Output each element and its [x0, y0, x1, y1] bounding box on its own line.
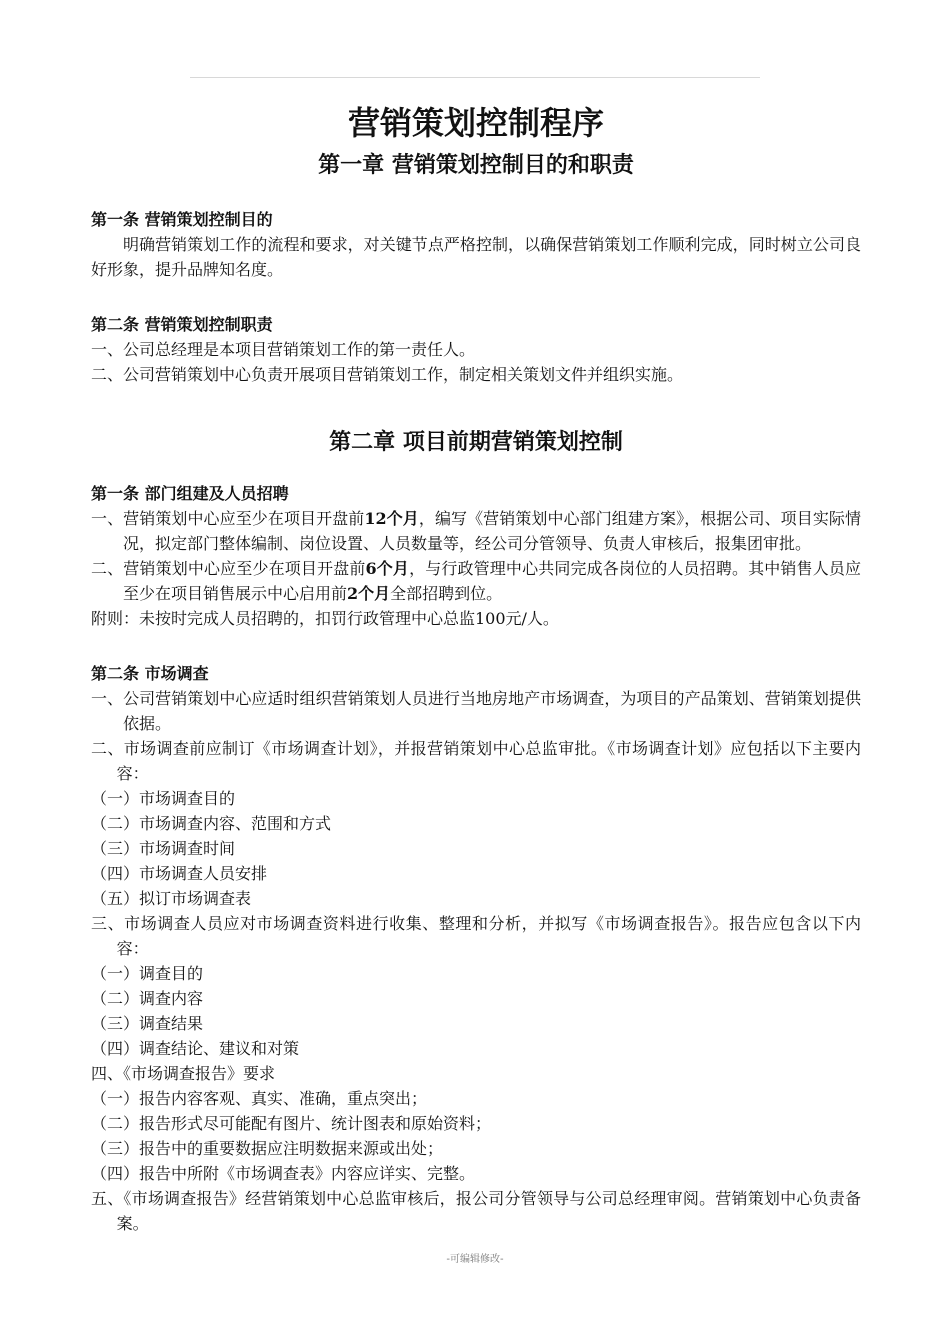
chapter1-article2-item: 一、公司总经理是本项目营销策划工作的第一责任人。	[91, 340, 476, 359]
page-footer: -可编辑修改-	[446, 1254, 504, 1265]
document-body	[91, 98, 861, 1236]
chapter2-article1-para2: 二、营销策划中心应至少在项目开盘前6个月，与行政管理中心共同完成各岗位的人员招聘。其中销售人员应至少在项目销售展示中心启用前2个月全部招聘到位。	[91, 559, 861, 603]
chapter1-article2-item: 二、公司营销策划中心负责开展项目营销策划工作，制定相关策划文件并组织实施。	[91, 365, 684, 384]
list-item: （二）市场调查内容、范围和方式	[91, 814, 332, 833]
list-item: （一）报告内容客观、真实、准确，重点突出；	[91, 1089, 428, 1108]
list-item: （四）调查结论、建议和对策	[91, 1039, 300, 1058]
chapter2-article1-title: 第一条 部门组建及人员招聘	[91, 484, 289, 503]
list-item: （一）调查目的	[91, 964, 204, 983]
chapter2-article2-para2: 二、市场调查前应制订《市场调查计划》，并报营销策划中心总监审批。《市场调查计划》应包括以下主要内容：	[91, 739, 861, 783]
list-item: （四）报告中所附《市场调查表》内容应详实、完整。	[91, 1164, 476, 1183]
chapter1-article1-title: 第一条 营销策划控制目的	[91, 210, 273, 229]
chapter2-article1-para1: 一、营销策划中心应至少在项目开盘前12个月，编写《营销策划中心部门组建方案》，根据公司、项目实际情况，拟定部门整体编制、岗位设置、人员数量等，经公司分管领导、负责人审核后，报集团审批。	[91, 509, 861, 553]
list-item: （五）拟订市场调查表	[91, 889, 252, 908]
header-rule	[190, 77, 760, 78]
list-item: （二）报告形式尽可能配有图片、统计图表和原始资料；	[91, 1114, 492, 1133]
chapter2-article2-para5: 五、《市场调查报告》经营销策划中心总监审核后，报公司分管领导与公司总经理审阅。营销策划中心负责备案。	[91, 1189, 861, 1233]
list-item: （一）市场调查目的	[91, 789, 236, 808]
chapter2-heading: 第二章 项目前期营销策划控制	[329, 430, 623, 455]
chapter1-article2-title: 第二条 营销策划控制职责	[91, 315, 273, 334]
chapter1-article1-text: 明确营销策划工作的流程和要求，对关键节点严格控制，以确保营销策划工作顺利完成，同时树立公司良好形象，提升品牌知名度。	[91, 235, 861, 279]
list-item: （三）报告中的重要数据应注明数据来源或出处；	[91, 1139, 444, 1158]
chapter2-article2-title: 第二条 市场调查	[91, 664, 209, 683]
document-title: 营销策划控制程序	[347, 104, 604, 142]
list-item: （二）调查内容	[91, 989, 204, 1008]
list-item: （四）市场调查人员安排	[91, 864, 268, 883]
list-item: （三）市场调查时间	[91, 839, 236, 858]
chapter2-article2-para3: 三、市场调查人员应对市场调查资料进行收集、整理和分析，并拟写《市场调查报告》。报告应包含以下内容：	[91, 914, 861, 958]
chapter2-article2-para1: 一、公司营销策划中心应适时组织营销策划人员进行当地房地产市场调查，为项目的产品策划、营销策划提供依据。	[91, 689, 861, 733]
chapter1-heading: 第一章 营销策划控制目的和职责	[318, 153, 634, 178]
list-item: （三）调查结果	[91, 1014, 204, 1033]
chapter2-article1-note: 附则：未按时完成人员招聘的，扣罚行政管理中心总监100元/人。	[91, 609, 559, 628]
chapter2-article2-para4: 四、《市场调查报告》要求	[91, 1064, 276, 1083]
